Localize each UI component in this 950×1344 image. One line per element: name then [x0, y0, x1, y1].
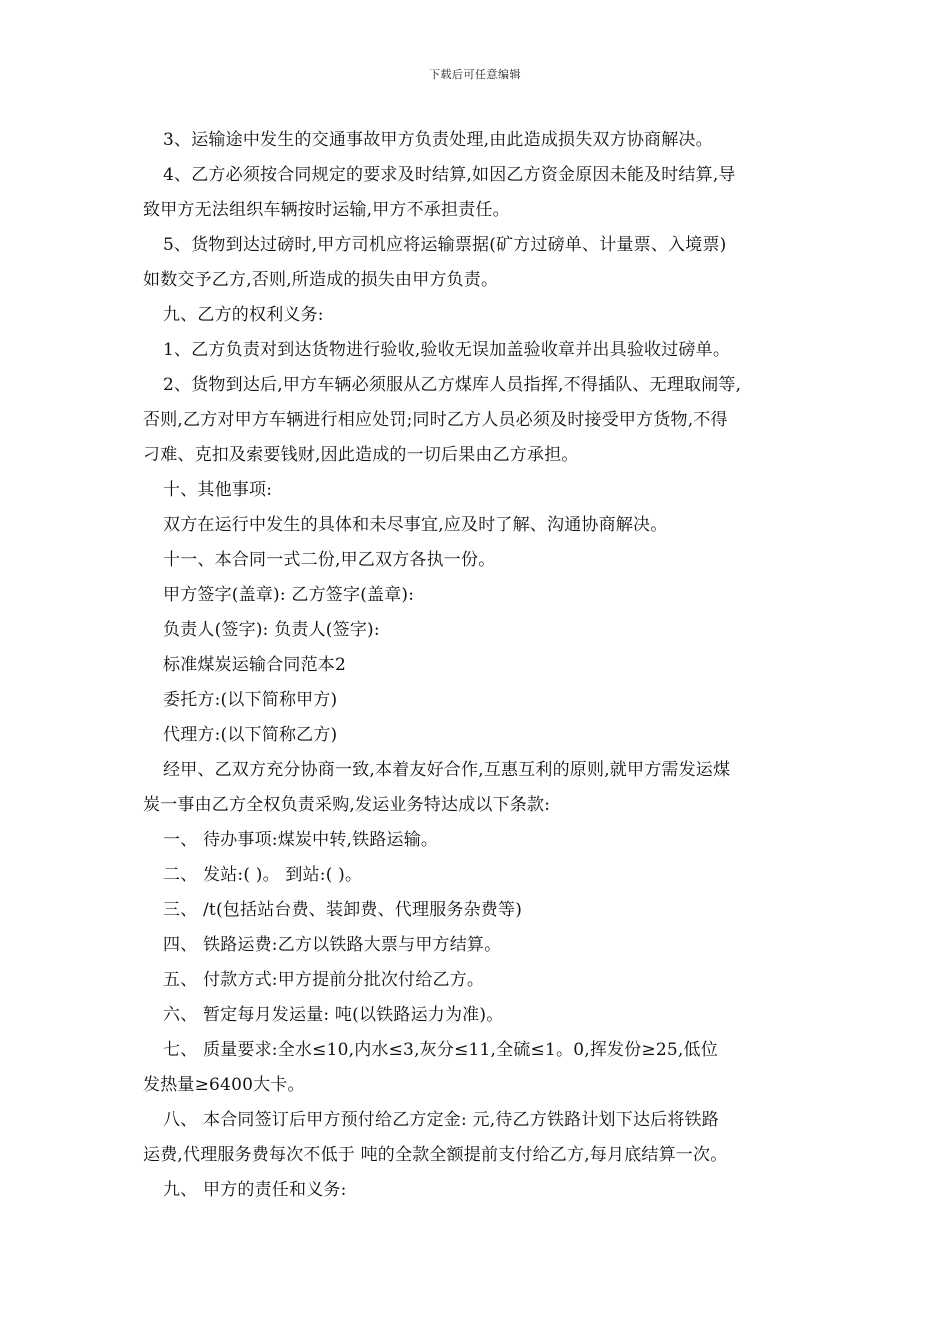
- preamble: [143, 753, 813, 823]
- section-heading: 九、乙方的权利义务:: [163, 305, 324, 325]
- paragraph-line: 八、 本合同签订后甲方预付给乙方定金: 元,待乙方铁路计划下达后将铁路: [163, 1110, 719, 1130]
- term-9: [143, 1173, 813, 1208]
- paragraph-line: 运费,代理服务费每次不低于 吨的全款全额提前支付给乙方,每月底结算一次。: [143, 1145, 728, 1165]
- paragraph-line: 四、 铁路运费:乙方以铁路大票与甲方结算。: [163, 935, 502, 955]
- agent-party: [143, 718, 813, 753]
- paragraph-line: 二、 发站:( )。 到站:( )。: [163, 865, 363, 885]
- document-title: 标准煤炭运输合同范本2: [163, 655, 347, 675]
- term-6: [143, 998, 813, 1033]
- paragraph-line: 1、乙方负责对到达货物进行验收,验收无误加盖验收章并出具验收过磅单。: [163, 340, 731, 360]
- term-4: [143, 928, 813, 963]
- signature-line: [143, 578, 813, 613]
- paragraph-line: 三、 /t(包括站台费、装卸费、代理服务杂费等): [163, 900, 523, 920]
- section-9-item-2: [143, 368, 813, 473]
- section-10-heading: [143, 473, 813, 508]
- paragraph-line: 2、货物到达后,甲方车辆必须服从乙方煤库人员指挥,不得插队、无理取闹等,: [163, 375, 742, 395]
- paragraph-line: 经甲、乙双方充分协商一致,本着友好合作,互惠互利的原则,就甲方需发运煤: [163, 760, 731, 780]
- clause-5-weighing: [143, 228, 813, 298]
- paragraph-line: 代理方:(以下简称乙方): [163, 725, 338, 745]
- clause-4-settlement: [143, 158, 813, 228]
- term-3: [143, 893, 813, 928]
- paragraph-line: 3、运输途中发生的交通事故甲方负责处理,由此造成损失双方协商解决。: [163, 130, 713, 150]
- term-7: [143, 1033, 813, 1103]
- paragraph-line: 如数交予乙方,否则,所造成的损失由甲方负责。: [143, 270, 499, 290]
- paragraph-line: 六、 暂定每月发运量: 吨(以铁路运力为准)。: [163, 1005, 504, 1025]
- paragraph-line: 否则,乙方对甲方车辆进行相应处罚;同时乙方人员必须及时接受甲方货物,不得: [143, 410, 728, 430]
- term-5: [143, 963, 813, 998]
- paragraph-line: 甲方签字(盖章): 乙方签字(盖章):: [163, 585, 415, 605]
- paragraph-line: 4、乙方必须按合同规定的要求及时结算,如因乙方资金原因未能及时结算,导: [163, 165, 736, 185]
- paragraph-line: 七、 质量要求:全水≤10,内水≤3,灰分≤11,全硫≤1。0,挥发份≥25,低位: [163, 1040, 718, 1060]
- responsible-person-line: [143, 613, 813, 648]
- paragraph-line: 炭一事由乙方全权负责采购,发运业务特达成以下条款:: [143, 795, 551, 815]
- document-body: [143, 123, 813, 1208]
- section-10-body: [143, 508, 813, 543]
- paragraph-line: 致甲方无法组织车辆按时运输,甲方不承担责任。: [143, 200, 510, 220]
- paragraph-line: 发热量≥6400大卡。: [143, 1075, 305, 1095]
- paragraph-line: 双方在运行中发生的具体和未尽事宜,应及时了解、沟通协商解决。: [163, 515, 668, 535]
- contract-template-2-title: [143, 648, 813, 683]
- paragraph-line: 5、货物到达过磅时,甲方司机应将运输票据(矿方过磅单、计量票、入境票): [163, 235, 727, 255]
- section-9-heading: [143, 298, 813, 333]
- principal-party: [143, 683, 813, 718]
- paragraph-line: 委托方:(以下简称甲方): [163, 690, 338, 710]
- section-9-item-1: [143, 333, 813, 368]
- paragraph-line: 九、 甲方的责任和义务:: [163, 1180, 347, 1200]
- paragraph-line: 一、 待办事项:煤炭中转,铁路运输。: [163, 830, 439, 850]
- term-1: [143, 823, 813, 858]
- section-heading: 十、其他事项:: [163, 480, 273, 500]
- page-header: 下载后可任意编辑: [429, 68, 521, 81]
- paragraph-line: 十一、本合同一式二份,甲乙双方各执一份。: [163, 550, 496, 570]
- clause-3-transport-accident: [143, 123, 813, 158]
- paragraph-line: 五、 付款方式:甲方提前分批次付给乙方。: [163, 970, 485, 990]
- paragraph-line: 负责人(签字): 负责人(签字):: [163, 620, 380, 640]
- term-2: [143, 858, 813, 893]
- paragraph-line: 刁难、克扣及索要钱财,因此造成的一切后果由乙方承担。: [143, 445, 579, 465]
- term-8: [143, 1103, 813, 1173]
- section-11: [143, 543, 813, 578]
